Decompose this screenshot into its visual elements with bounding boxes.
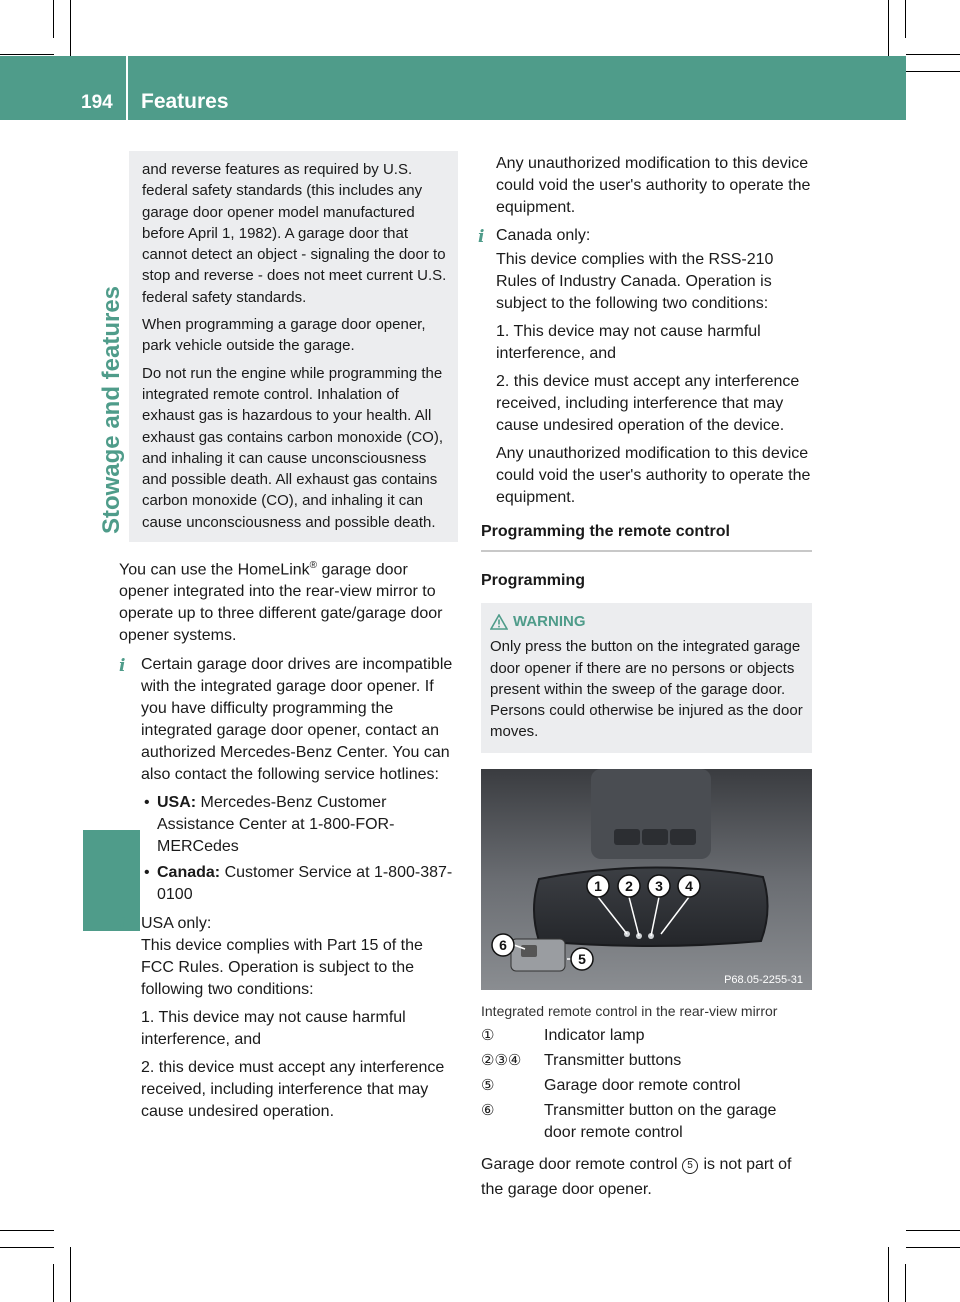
crop-mark: [0, 1247, 54, 1248]
bullet-dot: •: [144, 864, 150, 882]
remote-note: [481, 1152, 812, 1202]
page-title: Features: [141, 90, 229, 113]
usa-only-p2: 1. This device may not cause harmful interference, and: [141, 1009, 406, 1049]
canada-only-p2: 1. This device may not cause harmful interference, and: [496, 323, 761, 362]
info-canada-only: [478, 225, 812, 509]
callout-4-label: 4: [685, 877, 693, 894]
garage-remote: [511, 939, 565, 971]
section-heading: [481, 521, 812, 552]
console-button: [670, 829, 696, 845]
unauth-mod-text: Any unauthorized modification to this device could void the user's authority to operate the equipment.: [496, 155, 811, 216]
canada-only-p3: 2. this device must accept any interference received, including interference that may cause undesired operation of the device.: [496, 373, 800, 434]
crop-mark: [888, 0, 889, 56]
hotline-usa-text: Mercedes-Benz Customer Assistance Center at 1-800-FOR-MERCedes: [157, 794, 395, 856]
legend-text: Transmitter buttons: [544, 1051, 682, 1069]
remote-note-a: Garage door remote control: [481, 1155, 682, 1173]
canada-only-p1: This device complies with the RSS-210 Rules of Industry Canada. Operation is subject to the following two conditions:: [496, 251, 774, 312]
safety-note-p3: Do not run the engine while programming the integrated remote control. Inhalation of exhaust gas is hazardous to your health. All exhaust gas contains carbon monoxide (CO), and inhaling it can cause unconsciousness and possible death. All exhaust gas contains carbon monoxide (CO), and inhaling it can cause unconsciousness and possible death.: [142, 364, 443, 531]
canada-only-p4: Any unauthorized modification to this device could void the user's authority to operate the equipment.: [496, 445, 811, 506]
header-divider: [126, 56, 128, 120]
legend-num: ⑤: [481, 1076, 495, 1094]
callout-3-label: 3: [655, 877, 663, 894]
callout-6-label: 6: [499, 936, 507, 953]
bullet-dot: •: [144, 794, 150, 812]
section-rule: [481, 550, 812, 552]
warning-heading: [490, 611, 804, 632]
crop-mark: [906, 71, 960, 72]
canada-only-heading: Canada only:: [496, 227, 591, 244]
hotline-usa: [141, 792, 458, 858]
right-column: [478, 153, 812, 1202]
warning-box: [481, 603, 812, 753]
legend-row: [481, 1025, 812, 1047]
homelink-intro-b: garage door opener integrated into the rear-view mirror to operate up to three different gate/garage door opener systems.: [119, 561, 443, 645]
usa-only-p3: 2. this device must accept any interference received, including interference that may cause undesired operation.: [141, 1059, 445, 1121]
hotline-canada: [141, 862, 458, 906]
legend-num: ②③④: [481, 1051, 522, 1069]
remote-note-ref: 5: [682, 1158, 698, 1174]
console-button: [614, 829, 640, 845]
safety-note-p2: When programming a garage door opener, park vehicle outside the garage.: [142, 316, 426, 355]
legend-text: Indicator lamp: [544, 1026, 645, 1044]
legend-row: [481, 1075, 812, 1097]
info-icon: i: [119, 915, 126, 936]
legend-row: [481, 1100, 812, 1144]
hotline-canada-label: Canada:: [157, 864, 221, 882]
hotline-canada-text: Customer Service at 1-800-387-0100: [157, 864, 453, 904]
info-usa-only: [119, 913, 458, 1123]
registered-mark: ®: [309, 560, 318, 572]
figure-caption: Integrated remote control in the rear-view mirror: [481, 1002, 778, 1019]
callout-1-label: 1: [594, 877, 602, 894]
homelink-intro: [119, 555, 459, 647]
callout-5-label: 5: [578, 950, 586, 967]
crop-mark: [906, 54, 960, 55]
usa-only-p1: This device complies with Part 15 of the FCC Rules. Operation is subject to the following two conditions:: [141, 937, 423, 999]
crop-mark: [906, 1247, 960, 1248]
left-column: [119, 151, 458, 1129]
legend-num: ①: [481, 1026, 495, 1044]
legend-row: [481, 1050, 812, 1072]
callout-2-label: 2: [625, 877, 633, 894]
legend-list: [481, 1025, 812, 1144]
overhead-console: [591, 769, 711, 859]
crop-mark: [905, 1264, 906, 1302]
usa-only-heading: USA only:: [141, 915, 212, 933]
legend-num: ⑥: [481, 1101, 495, 1119]
info-garage-drives: [119, 654, 458, 906]
crop-mark: [70, 1247, 71, 1302]
legend-text: Garage door remote control: [544, 1076, 741, 1094]
side-tab-label: Stowage and features: [98, 285, 125, 535]
mirror-illustration: [481, 769, 812, 990]
console-button: [642, 829, 668, 845]
crop-mark: [906, 1230, 960, 1231]
mirror-photo: [481, 769, 812, 990]
legend-text: Transmitter button on the garage door remote control: [544, 1101, 777, 1141]
page-number: 194: [81, 92, 113, 113]
section-title: Programming the remote control: [481, 523, 730, 540]
warning-icon: [490, 614, 508, 630]
crop-mark: [53, 0, 54, 38]
crop-mark: [0, 1230, 54, 1231]
header-bar: [0, 56, 906, 120]
figure-code: P68.05-2255-31: [724, 973, 803, 986]
info-icon: i: [478, 227, 485, 247]
crop-mark: [70, 0, 71, 56]
crop-mark: [905, 0, 906, 38]
info-garage-drives-text: Certain garage door drives are incompatible with the integrated garage door opener. If you have difficulty programming the integrated garage door opener, contact an authorized Mercedes-Benz Center. You can also contact the following service hotlines:: [141, 656, 453, 784]
crop-mark: [0, 54, 54, 55]
crop-mark: [53, 1264, 54, 1302]
homelink-intro-a: You can use the HomeLink: [119, 561, 310, 579]
subsection-title: Programming: [481, 572, 586, 589]
info-icon: i: [119, 656, 126, 677]
safety-note-box: [129, 151, 458, 542]
safety-note-p1: and reverse features as required by U.S. federal safety standards (this includes any garage door opener model manufactured before April 1, 1982). A garage door that cannot detect an object - signaling the door to stop and reverse - does not meet current U.S. federal safety standards.: [142, 161, 447, 306]
warning-title: WARNING: [513, 613, 586, 630]
warning-text: Only press the button on the integrated garage door opener if there are no persons or objects present within the sweep of the garage door. Persons could otherwise be injured as the door moves.: [490, 638, 803, 741]
crop-mark: [888, 1247, 889, 1302]
remote-note-b: is not part of the garage door opener.: [481, 1155, 792, 1198]
hotline-usa-label: USA:: [157, 794, 197, 812]
garage-remote-button: [521, 945, 537, 957]
